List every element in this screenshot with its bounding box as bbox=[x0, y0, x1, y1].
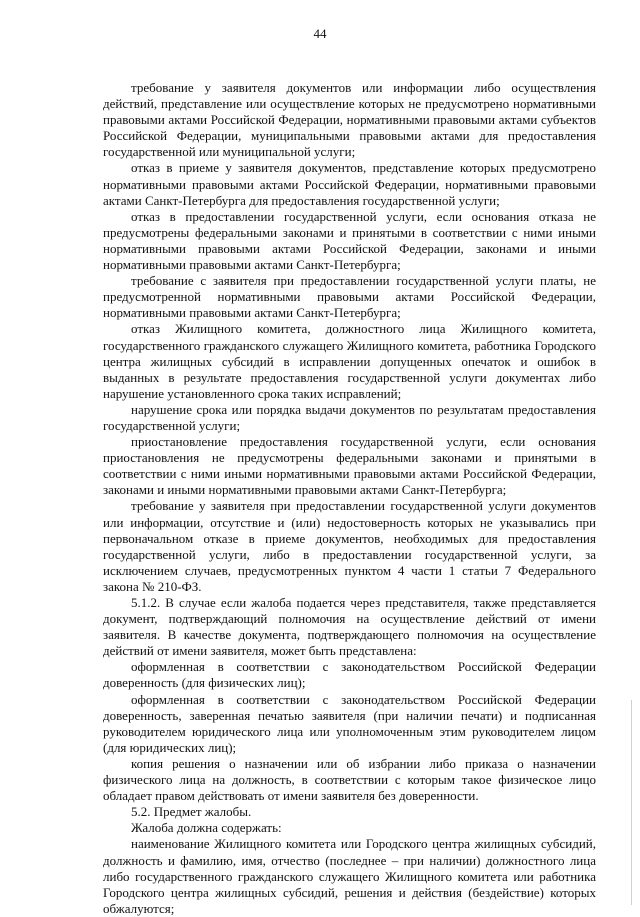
paragraph: отказ в предоставлении государственной услуги, если основания отказа не предусмотрены федеральными законами и принятыми в соответствии с ними иными нормативными правовыми актами Российской Федерации, законами и иными нормативными правовыми актами Санкт-Петербурга; bbox=[103, 208, 596, 273]
paragraph: нарушение срока или порядка выдачи документов по результатам предоставления государственной услуги; bbox=[103, 401, 596, 433]
paragraph: требование у заявителя документов или информации либо осуществления действий, представление или осуществление которых не предусмотрено нормативными правовыми актами Российской Федерации, нормативными правовыми актами субъектов Российской Федерации, муниципальными правовыми актами для предоставления государственной или муниципальной услуги; bbox=[103, 80, 596, 160]
scan-edge-divider bbox=[631, 700, 632, 905]
paragraph: наименование Жилищного комитета или Городского центра жилищных субсидий, должность и фамилию, имя, отчество (последнее – при наличии) должностного лица либо государственного гражданского служащего Жилищного комитета или работника Городского центра жилищных субсидий, решения и действия (бездействие) которых обжалуются; bbox=[103, 836, 596, 916]
document-body bbox=[103, 80, 596, 917]
paragraph: приостановление предоставления государственной услуги, если основания приостановления не предусмотрены федеральными законами и принятыми в соответствии с ними иными нормативными правовыми актами Российской Федерации, законами и иными нормативными правовыми актами Санкт-Петербурга; bbox=[103, 434, 596, 498]
paragraph: оформленная в соответствии с законодательством Российской Федерации доверенность, заверенная печатью заявителя (при наличии печати) и подписанная руководителем юридического лица или уполномоченным этим руководителем лицом (для юридических лиц); bbox=[103, 691, 596, 755]
paragraph: требование у заявителя при предоставлении государственной услуги документов или информации, отсутствие и (или) недостоверность которых не указывались при первоначальном отказе в приеме документов, необходимых для предоставления государственной услуги, либо в предоставлении государственной услуги, за исключением случаев, предусмотренных пунктом 4 части 1 статьи 7 Федерального закона № 210-ФЗ. bbox=[103, 498, 596, 594]
paragraph: отказ Жилищного комитета, должностного лица Жилищного комитета, государственного гражданского служащего Жилищного комитета, работника Городского центра жилищных субсидий в исправлении допущенных опечаток и ошибок в выданных в результате предоставления государственной услуги документах либо нарушение установленного срока таких исправлений; bbox=[103, 321, 596, 401]
paragraph: копия решения о назначении или об избрании либо приказа о назначении физического лица на должность, в соответствии с которым такое физическое лицо обладает правом действовать от имени заявителя без доверенности. bbox=[103, 755, 596, 804]
paragraph: оформленная в соответствии с законодательством Российской Федерации доверенность (для физических лиц); bbox=[103, 659, 596, 691]
paragraph: отказ в приеме у заявителя документов, представление которых предусмотрено нормативными правовыми актами Российской Федерации, нормативными правовыми актами Санкт-Петербурга для предоставления государственной услуги; bbox=[103, 160, 596, 208]
paragraph: требование с заявителя при предоставлении государственной услуги платы, не предусмотренной нормативными правовыми актами Российской Федерации, нормативными правовыми актами Санкт-Петербурга; bbox=[103, 273, 596, 321]
page-number: 44 bbox=[313, 26, 327, 41]
paragraph: 5.1.2. В случае если жалоба подается через представителя, также представляется документ, подтверждающий полномочия на осуществление действий от имени заявителя. В качестве документа, подтверждающего полномочия на осуществление действий от имени заявителя, может быть представлена: bbox=[103, 595, 596, 659]
paragraph: Жалоба должна содержать: bbox=[131, 820, 282, 836]
section-heading: 5.2. Предмет жалобы. bbox=[131, 804, 252, 820]
